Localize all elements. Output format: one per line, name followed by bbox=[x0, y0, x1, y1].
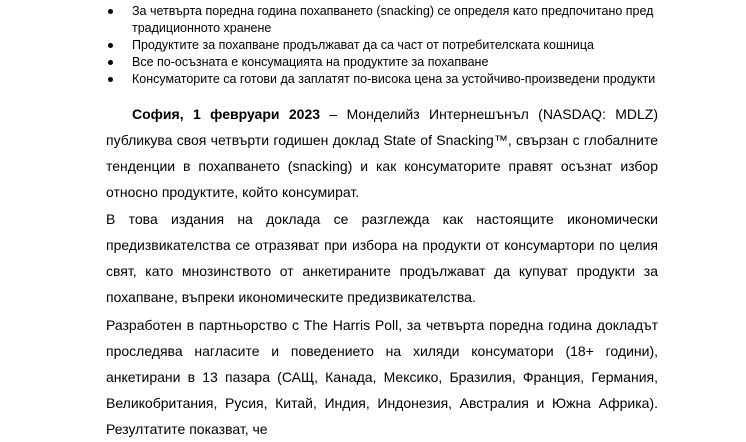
dateline: София, 1 февруари 2023 bbox=[132, 106, 321, 122]
list-item bbox=[106, 3, 692, 37]
highlights-list bbox=[106, 3, 706, 88]
list-item-text: За четвърта поредна година похапването (snacking) се определя като предпочитано пред традиционното хранене bbox=[132, 4, 654, 35]
bullet-icon bbox=[108, 60, 113, 65]
bullet-icon bbox=[108, 43, 113, 48]
body-paragraph-2: В това издания на доклада се разглежда как настоящите икономически предизвикателства се отразяват при избора на продукти от консумартори по целия свят, като мнозинството от анкетираните продължават да купуват продукти за похапване, въпреки икономическите предизвикателства. bbox=[106, 211, 658, 305]
intro-paragraph-text: – Монделийз Интернешънъл (NASDAQ: MDLZ) публикува своя четвърти годишен доклад State of Snacking™, свързан с глобалните тенденции в похапването (snacking) и как консуматорите правят осъзнат избор относно продуктите, който консумират. bbox=[106, 106, 658, 200]
bullet-icon bbox=[108, 9, 113, 14]
list-item bbox=[106, 71, 706, 88]
bullet-icon bbox=[108, 77, 113, 82]
list-item-text: Продуктите за похапване продължават да са част от потребителската кошница bbox=[132, 38, 594, 52]
list-item bbox=[106, 54, 706, 71]
body-paragraph-3: Разработен в партньорство с The Harris Poll, за четвърта поредна година докладът проследява нагласите и поведението на хиляди консуматори (18+ години), анкетирани в 13 пазара (САЩ, Канада, Мексико, Бразилия, Франция, Германия, Великобритания, Русия, Китай, Индия, Индонезия, Австралия и Южна Африка). Резултатите показват, че bbox=[106, 317, 658, 437]
intro-paragraph bbox=[106, 101, 658, 205]
list-item-text: Все по-осъзната е консумацията на продуктите за похапване bbox=[132, 55, 489, 69]
list-item bbox=[106, 37, 706, 54]
list-item-text: Консуматорите са готови да заплатят по-висока цена за устойчиво-произведени продукти bbox=[132, 72, 656, 86]
